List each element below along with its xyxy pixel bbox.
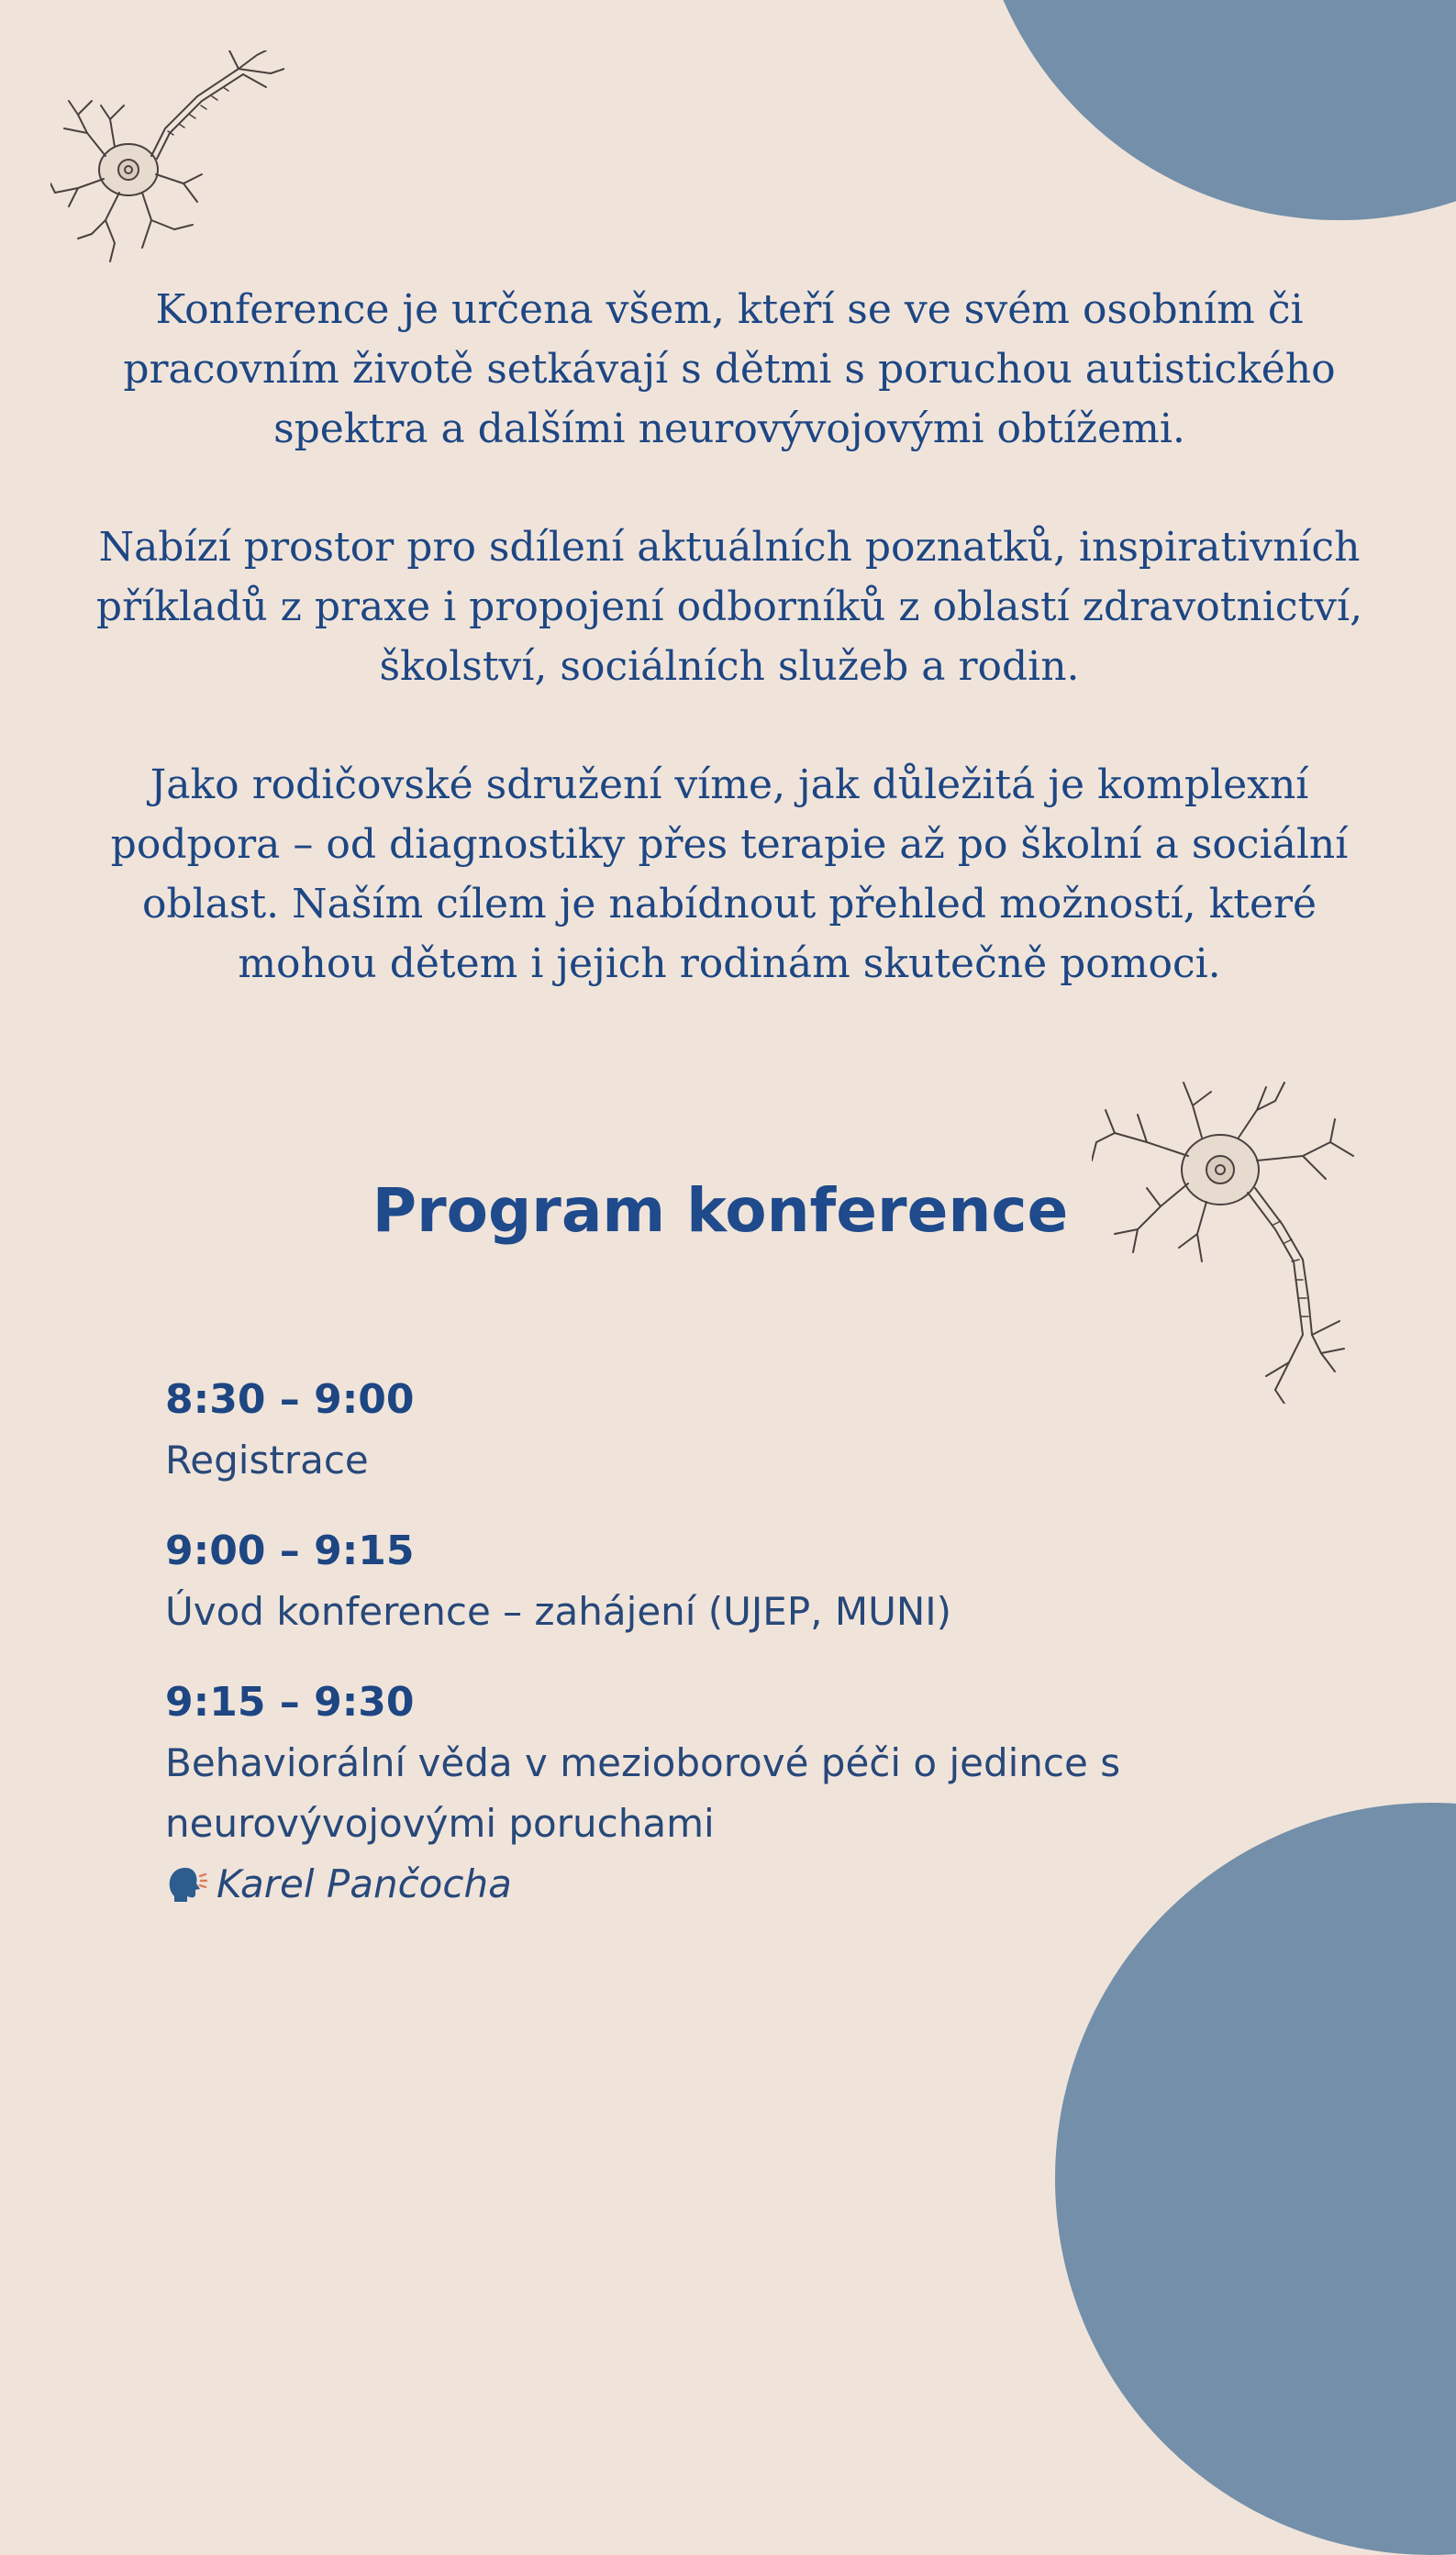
speaker-name: Karel Pančocha [217, 1861, 512, 1906]
decorative-blob-top [973, 0, 1456, 220]
program-title: Program konference [372, 1175, 1069, 1246]
schedule-item [165, 1521, 1220, 1642]
speaking-head-icon [165, 1863, 207, 1905]
program-schedule [165, 1370, 1220, 1945]
schedule-title: Registrace [165, 1438, 369, 1483]
schedule-time: 9:00 – 9:15 [165, 1527, 415, 1574]
intro-text [83, 280, 1376, 1052]
neuron-illustration-top [50, 50, 284, 271]
schedule-title: Úvod konference – zahájení (UJEP, MUNI) [165, 1589, 952, 1634]
schedule-item [165, 1672, 1220, 1915]
intro-paragraph-2: Nabízí prostor pro sdílení aktuálních poznatků, inspirativních příkladů z praxe i propojení odborníků z oblastí zdravotnictví, školství, sociálních služeb a rodin. [95, 524, 1363, 690]
schedule-title: Behaviorální věda v mezioborové péči o jedince s neurovývojovými poruchami [165, 1740, 1121, 1846]
intro-paragraph-1: Konference je určena všem, kteří se ve svém osobním či pracovním životě setkávají s dětmi s poruchou autistického spektra a dalšími neurovývojovými obtížemi. [123, 286, 1336, 452]
schedule-time: 9:15 – 9:30 [165, 1679, 415, 1726]
intro-paragraph-3: Jako rodičovské sdružení víme, jak důležitá je komplexní podpora – od diagnostiky přes terapie až po školní a sociální oblast. Naším cílem je nabídnout přehled možností, které mohou dětem i jejich rodinám skutečně pomoci. [110, 761, 1349, 987]
schedule-speaker [165, 1854, 1220, 1915]
schedule-item [165, 1370, 1220, 1491]
schedule-time: 8:30 – 9:00 [165, 1376, 415, 1423]
